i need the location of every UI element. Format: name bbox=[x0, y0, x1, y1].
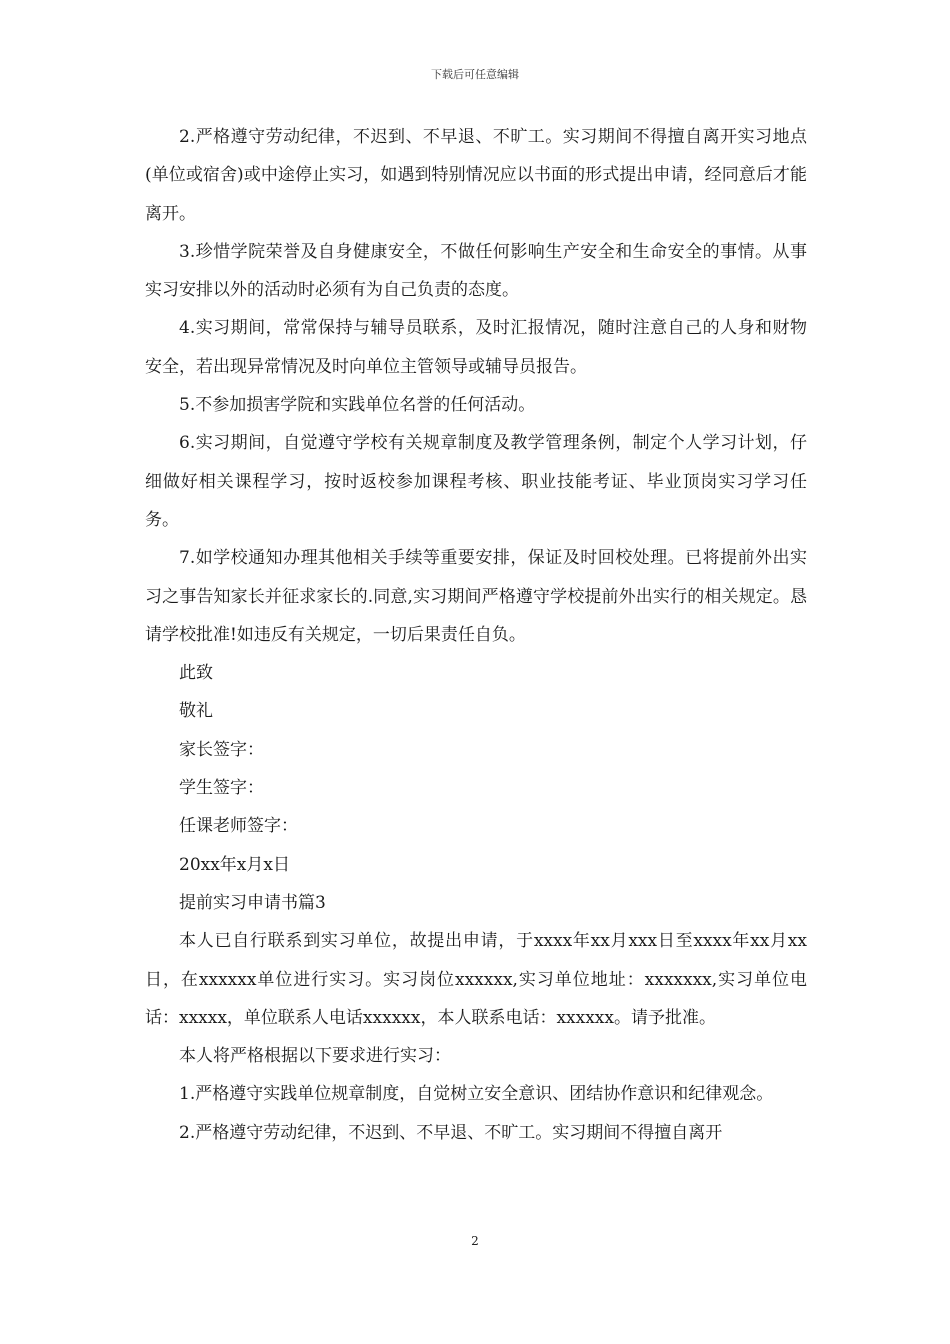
page-number: 2 bbox=[471, 1234, 479, 1248]
paragraph-rule-7: 7.如学校通知办理其他相关手续等重要安排，保证及时回校处理。已将提前外出实习之事告知家长并征求家长的.同意,实习期间严格遵守学校提前外出实行的相关规定。恳请学校批准!如违反有关规定，一切后果责任自负。 bbox=[145, 548, 807, 645]
teacher-signature-line: 任课老师签字： bbox=[179, 816, 298, 837]
student-signature-line: 学生签字： bbox=[179, 778, 264, 799]
paragraph-requirement-1: 1.严格遵守实践单位规章制度，自觉树立安全意识、团结协作意识和纪律观念。 bbox=[179, 1084, 774, 1105]
header-note: 下载后可任意编辑 bbox=[431, 68, 519, 81]
requirements-intro: 本人将严格根据以下要求进行实习： bbox=[179, 1046, 451, 1067]
date-line: 20xx年x月x日 bbox=[179, 854, 290, 875]
paragraph-rule-6: 6.实习期间，自觉遵守学校有关规章制度及教学管理条例，制定个人学习计划，仔细做好相关课程学习，按时返校参加课程考核、职业技能考证、毕业顶岗实习学习任务。 bbox=[145, 433, 807, 530]
closing-cizhi: 此致 bbox=[179, 663, 213, 684]
application-paragraph: 本人已自行联系到实习单位，故提出申请，于xxxx年xx月xxx日至xxxx年xx月xx日，在xxxxxx单位进行实习。实习岗位xxxxxx,实习单位地址：xxxxxxx,实习单位电话：xxxxx，单位联系人电话xxxxxx，本人联系电话：xxxxxx。请予批准。 bbox=[145, 931, 807, 1028]
paragraph-rule-3: 3.珍惜学院荣誉及自身健康安全，不做任何影响生产安全和生命安全的事情。从事实习安排以外的活动时必须有为自己负责的态度。 bbox=[145, 241, 807, 301]
parent-signature-line: 家长签字： bbox=[179, 739, 264, 760]
section-title: 提前实习申请书篇3 bbox=[179, 892, 326, 913]
paragraph-rule-4: 4.实习期间，常常保持与辅导员联系，及时汇报情况，随时注意自己的人身和财物安全，若出现异常情况及时向单位主管领导或辅导员报告。 bbox=[145, 318, 807, 377]
document-body bbox=[145, 118, 807, 1152]
paragraph-requirement-2: 2.严格遵守劳动纪律，不迟到、不早退、不旷工。实习期间不得擅自离开 bbox=[179, 1122, 723, 1143]
closing-jingli: 敬礼 bbox=[179, 701, 213, 722]
paragraph-rule-5: 5.不参加损害学院和实践单位名誉的任何活动。 bbox=[179, 395, 536, 416]
paragraph-rule-2: 2.严格遵守劳动纪律，不迟到、不早退、不旷工。实习期间不得擅自离开实习地点(单位或宿舍)或中途停止实习，如遇到特别情况应以书面的形式提出申请，经同意后才能离开。 bbox=[145, 127, 807, 224]
